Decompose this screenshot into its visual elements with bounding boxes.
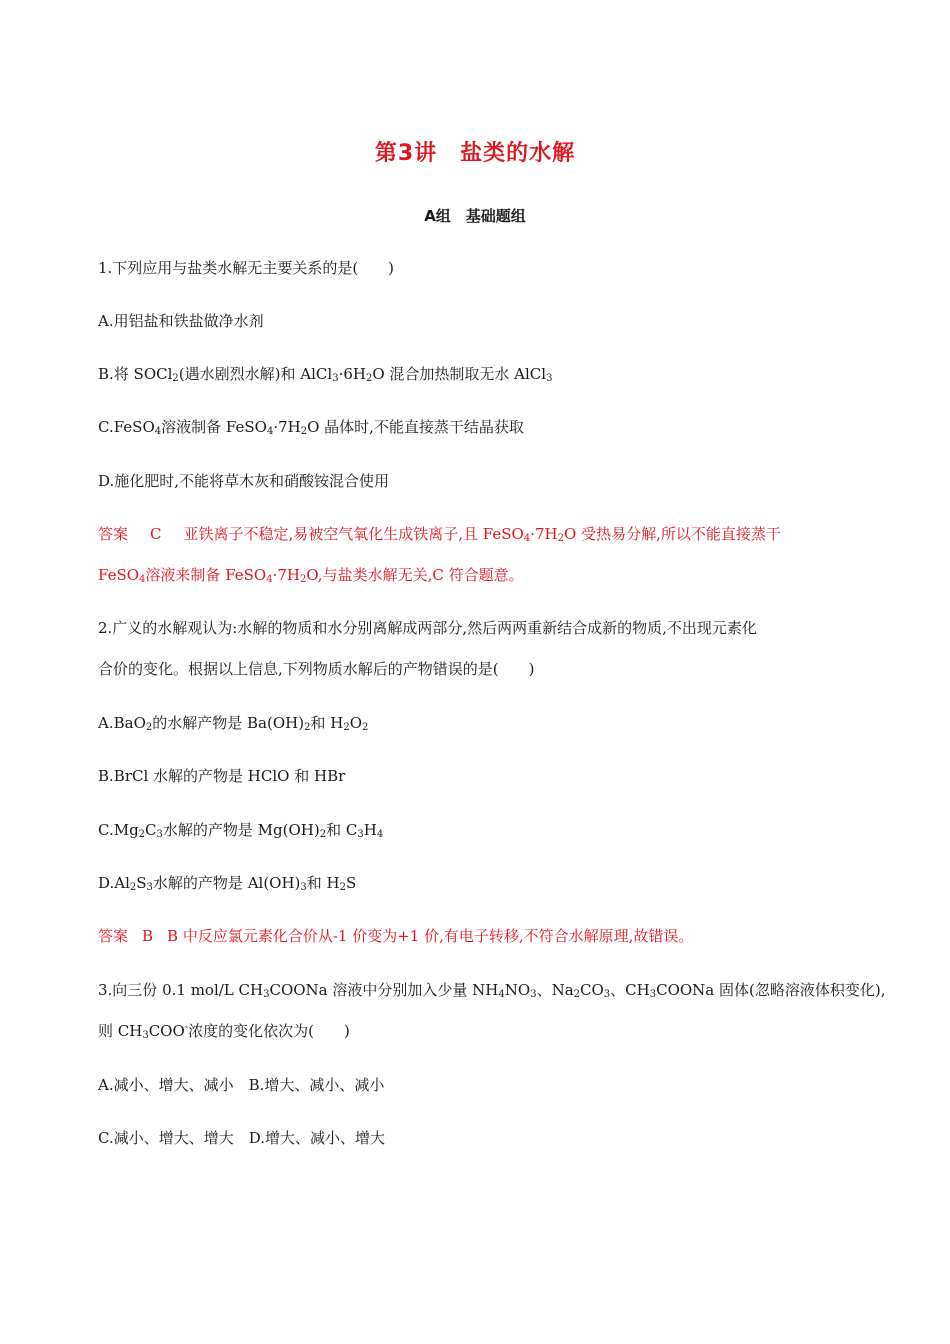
page-title: 第3讲 盐类的水解	[374, 141, 576, 166]
question-2-stem-line-1: 2.广义的水解观认为:水解的物质和水分别离解成两部分,然后两两重新结合成新的物质,不出现元素化	[98, 619, 757, 637]
question-2-option-a: A.BaO$_2$的水解产物是 $Ba(OH)_2$和 $H_2O_2$	[98, 714, 369, 733]
question-1-answer-line-2: FeSO$_4$溶液来制备 $FeSO_4\cdot 7H_2O$,与盐类水解无关,C 符合题意。	[98, 566, 524, 585]
question-1-option-c: C.FeSO$_4$溶液制备 $FeSO_4\cdot 7H_2O$ 晶体时,不能直接蒸干结晶获取	[98, 418, 524, 437]
question-2-option-b: B.BrCl 水解的产物是 HClO 和 HBr	[98, 767, 346, 785]
question-3-stem-line-2: 则 $CH_3COO^-$浓度的变化依次为( )	[98, 1022, 350, 1041]
question-3-options-cd: C.减小、增大、增大 D.增大、减小、增大	[98, 1129, 385, 1147]
question-1-option-b: B.将 SOCl$_2$(遇水剧烈水解)和 $AlCl_3\cdot 6H_2O$ 混合加热制取无水 AlCl$_3$	[98, 365, 553, 384]
section-heading: A组 基础题组	[424, 207, 526, 225]
question-2-option-c: $C.Mg_2C_3$水解的产物是 $Mg(OH)_2$和 $C_3H_4$	[98, 821, 384, 840]
question-3-stem-line-1: 3.向三份 0.1 mol/L $CH_3COONa$ 溶液中分别加入少量 $NH_4NO_3$、$Na_2CO_3$、$CH_3COONa$ 固体(忽略溶液体积变化),	[98, 981, 886, 1000]
question-1-option-a: A.用铝盐和铁盐做净水剂	[98, 312, 264, 330]
question-1-answer-line-1: 答案 C 亚铁离子不稳定,易被空气氧化生成铁离子,且 $FeSO_4\cdot 7H_2O$ 受热易分解,所以不能直接蒸干	[98, 525, 781, 544]
question-3-options-ab: A.减小、增大、减小 B.增大、减小、减小	[98, 1076, 385, 1094]
question-2-answer: 答案 B B 中反应氯元素化合价从-1 价变为+1 价,有电子转移,不符合水解原理,故错误。	[98, 927, 694, 945]
question-2-option-d: $D.Al_2S_3$水解的产物是 $Al(OH)_3$和 $H_2S$	[98, 874, 357, 893]
question-1-option-d: D.施化肥时,不能将草木灰和硝酸铵混合使用	[98, 472, 390, 490]
question-2-stem-line-2: 合价的变化。根据以上信息,下列物质水解后的产物错误的是( )	[98, 660, 535, 678]
question-1-stem: 1.下列应用与盐类水解无主要关系的是( )	[98, 259, 395, 277]
